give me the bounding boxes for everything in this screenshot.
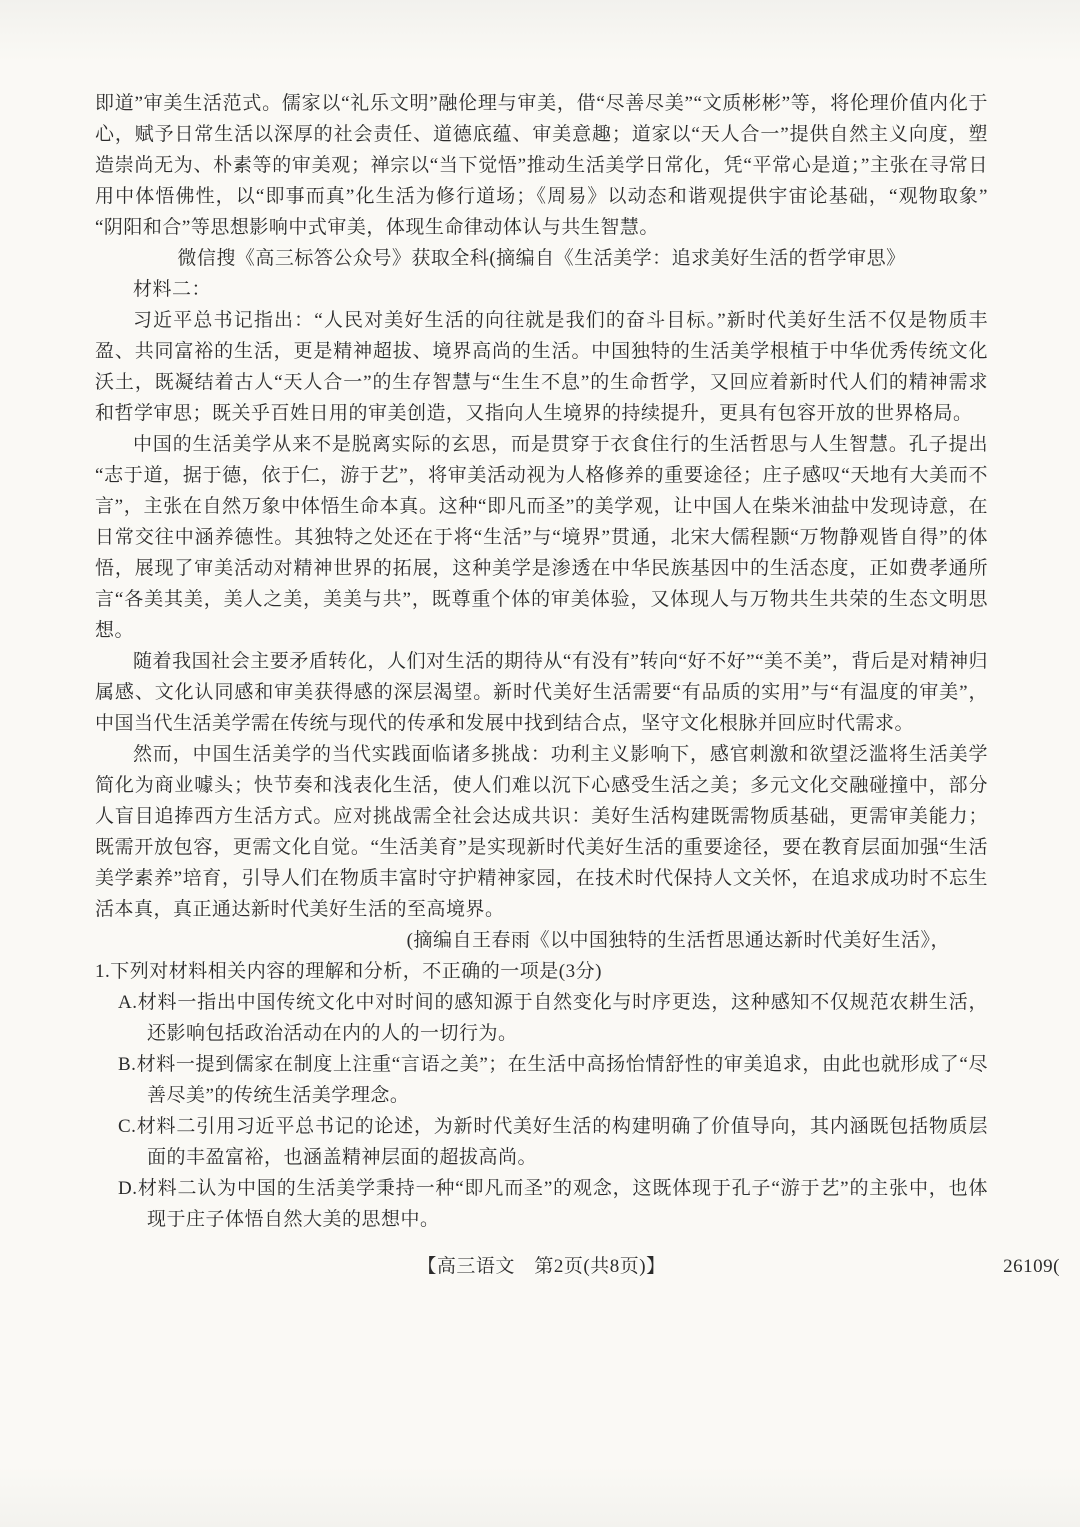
option-text: 材料一指出中国传统文化中对时间的感知源于自然变化与时序更迭，这种感知不仅规范农耕生活，还影响包括政治活动在内的人的一切行为。 — [137, 992, 988, 1044]
option-label: D. — [118, 1178, 138, 1199]
footer-code: 26109( — [1003, 1256, 1060, 1277]
material-one-continuation-paragraph: 即道”审美生活范式。儒家以“礼乐文明”融伦理与审美，借“尽善尽美”“文质彬彬”等，将伦理价值内化于心，赋予日常生活以深厚的社会责任、道德底蕴、审美意趣；道家以“天人合一”提供自然主义向度，塑造崇尚无为、朴素等的审美观；禅宗以“当下觉悟”推动生活美学日常化，凭“平常心是道；”主张在寻常日用中体悟佛性，以“即事而真”化生活为修行道场；《周易》以动态和谐观提供宇宙论基础，“观物取象”“阴阳和合”等思想影响中式审美，体现生命律动体认与共生智慧。 — [95, 93, 988, 238]
footer-page-indicator: 【高三语文 第2页(共8页)】 — [417, 1256, 666, 1277]
question-1-option-c — [95, 1111, 988, 1173]
page-footer — [95, 1251, 1060, 1282]
material-one-attribution: 微信搜《高三标答公众号》获取全科(摘编自《生活美学：追求美好生活的哲学审思》 — [177, 248, 906, 269]
question-1-option-d — [95, 1173, 988, 1235]
question-1-option-a — [95, 987, 988, 1049]
option-label: C. — [118, 1116, 137, 1137]
option-text: 材料二认为中国的生活美学秉持一种“即凡而圣”的观念，这既体现于孔子“游于艺”的主张中，也体现于庄子体悟自然大美的思想中。 — [137, 1178, 988, 1230]
option-label: B. — [118, 1054, 137, 1075]
material-two-heading: 材料二： — [133, 279, 212, 300]
option-text: 材料一提到儒家在制度上注重“言语之美”；在生活中高扬怡情舒性的审美追求，由此也就形成了“尽善尽美”的传统生活美学理念。 — [136, 1054, 988, 1106]
material-two-paragraph-3: 随着我国社会主要矛盾转化，人们对生活的期待从“有没有”转向“好不好”“美不美”，背后是对精神归属感、文化认同感和审美获得感的深层渴望。新时代美好生活需要“有品质的实用”与“有温度的审美”，中国当代生活美学需在传统与现代的传承和发展中找到结合点，坚守文化根脉并回应时代需求。 — [95, 651, 988, 734]
material-two-paragraph-4: 然而，中国生活美学的当代实践面临诸多挑战：功利主义影响下，感官刺激和欲望泛滥将生活美学简化为商业噱头；快节奏和浅表化生活，使人们难以沉下心感受生活之美；多元文化交融碰撞中，部分人盲目追捧西方生活方式。应对挑战需全社会达成共识：美好生活构建既需物质基础，更需审美能力；既需开放包容，更需文化自觉。“生活美育”是实现新时代美好生活的重要途径，要在教育层面加强“生活美学素养”培育，引导人们在物质丰富时守护精神家园，在技术时代保持人文关怀，在追求成功时不忘生活本真，真正通达新时代美好生活的至高境界。 — [95, 744, 988, 920]
material-two-paragraph-2: 中国的生活美学从来不是脱离实际的玄思，而是贯穿于衣食住行的生活哲思与人生智慧。孔子提出“志于道，据于德，依于仁，游于艺”，将审美活动视为人格修养的重要途径；庄子感叹“天地有大美而不言”，主张在自然万象中体悟生命本真。这种“即凡而圣”的美学观，让中国人在柴米油盐中发现诗意，在日常交往中涵养德性。其独特之处还在于将“生活”与“境界”贯通，北宋大儒程颢“万物静观皆自得”的体悟，展现了审美活动对精神世界的拓展，这种美学是渗透在中华民族基因中的生活态度，正如费孝通所言“各美其美，美人之美，美美与共”，既尊重个体的审美体验，又体现人与万物共生共荣的生态文明思想。 — [95, 434, 988, 641]
question-1-stem: 1.下列对材料相关内容的理解和分析，不正确的一项是(3分) — [95, 961, 602, 982]
question-1-option-b — [95, 1049, 988, 1111]
material-two-paragraph-1: 习近平总书记指出：“人民对美好生活的向往就是我们的奋斗目标。”新时代美好生活不仅是物质丰盈、共同富裕的生活，更是精神超拔、境界高尚的生活。中国独特的生活美学根植于中华优秀传统文化沃土，既凝结着古人“天人合一”的生存智慧与“生生不息”的生命哲学，又回应着新时代人们的精神需求和哲学审思；既关乎百姓日用的审美创造，又指向人生境界的持续提升，更具有包容开放的世界格局。 — [95, 310, 988, 424]
material-two-attribution: (摘编自王春雨《以中国独特的生活哲思通达新时代美好生活》， — [406, 930, 950, 951]
option-text: 材料二引用习近平总书记的论述，为新时代美好生活的构建明确了价值导向，其内涵既包括物质层面的丰盈富裕，也涵盖精神层面的超拔高尚。 — [136, 1116, 988, 1168]
option-label: A. — [118, 992, 138, 1013]
